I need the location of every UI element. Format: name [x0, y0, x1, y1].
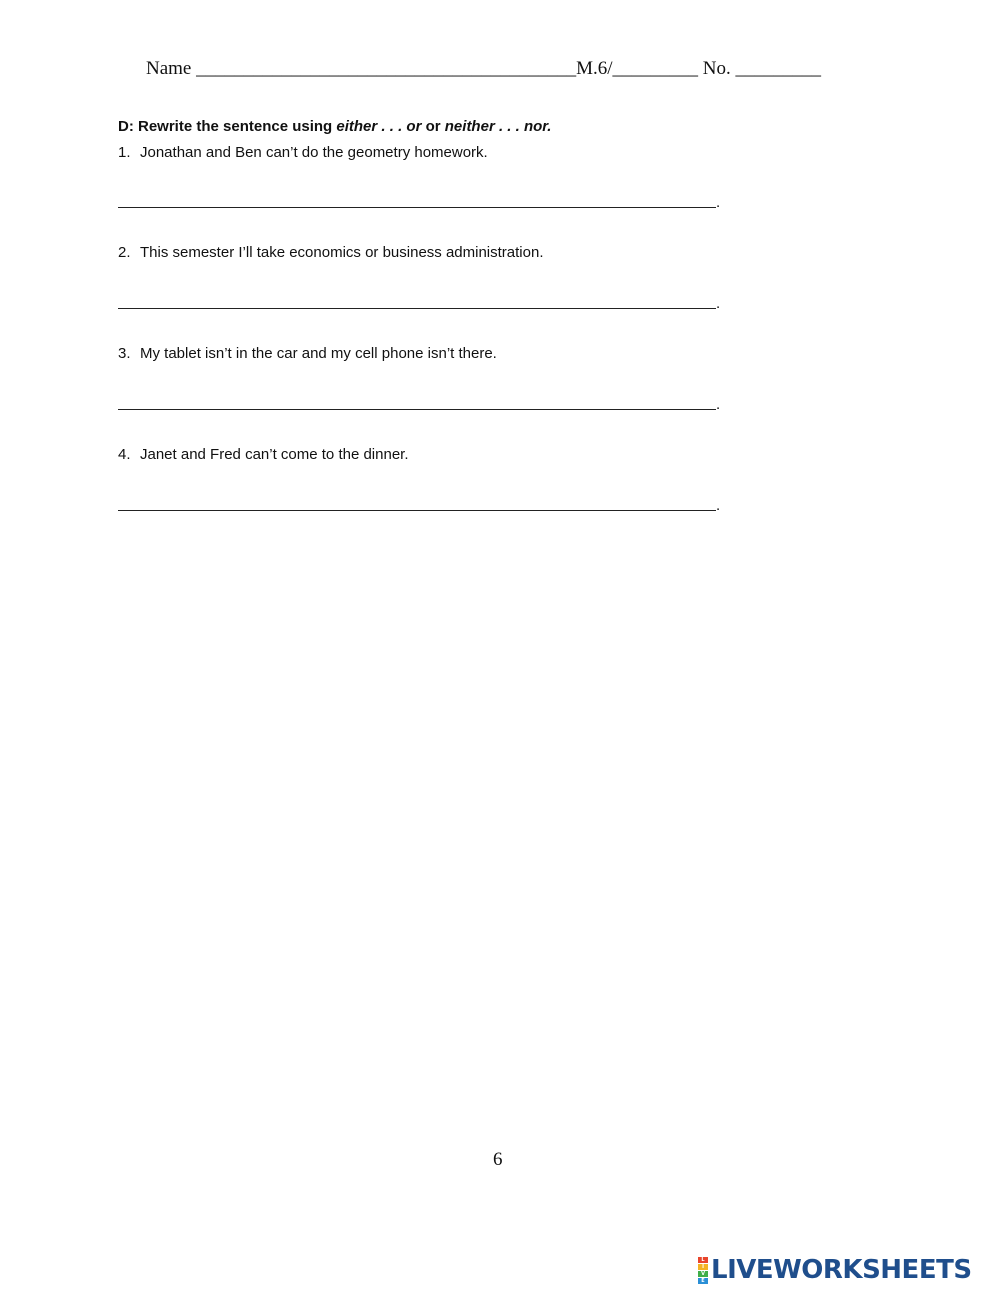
- question-number: 1.: [118, 144, 131, 161]
- section-instruction: [118, 118, 551, 135]
- answer-period-4: .: [716, 497, 721, 514]
- question-2: [118, 244, 544, 261]
- instruction-prefix: D: Rewrite the sentence using: [118, 118, 337, 135]
- answer-line-4[interactable]: [118, 510, 716, 511]
- instruction-either: either . . . or: [336, 118, 422, 135]
- question-number: 4.: [118, 446, 131, 463]
- liveworksheets-logo: [698, 1256, 972, 1284]
- question-1: [118, 144, 488, 161]
- logo-block-i: I: [698, 1264, 708, 1270]
- instruction-middle: or: [421, 118, 445, 135]
- question-4: [118, 446, 409, 463]
- page-number: 6: [493, 1149, 503, 1170]
- question-text: My tablet isn’t in the car and my cell phone isn’t there.: [140, 345, 497, 362]
- answer-period-3: .: [716, 396, 721, 413]
- instruction-neither: neither . . . nor.: [444, 118, 552, 135]
- question-3: [118, 345, 497, 362]
- question-number: 2.: [118, 244, 131, 261]
- student-info-line: Name ________________________________________M.6/_________ No. _________: [146, 58, 822, 79]
- answer-line-3[interactable]: [118, 409, 716, 410]
- logo-block-v: V: [698, 1271, 708, 1277]
- logo-block-l: L: [698, 1257, 708, 1263]
- question-text: Janet and Fred can’t come to the dinner.: [140, 446, 409, 463]
- answer-line-1[interactable]: [118, 207, 716, 208]
- question-text: Jonathan and Ben can’t do the geometry homework.: [140, 144, 488, 161]
- answer-period-2: .: [716, 295, 721, 312]
- logo-brand-text: LIVEWORKSHEETS: [711, 1255, 972, 1285]
- question-text: This semester I’ll take economics or business administration.: [140, 244, 544, 261]
- logo-blocks-icon: [698, 1257, 708, 1284]
- question-number: 3.: [118, 345, 131, 362]
- logo-block-e: E: [698, 1278, 708, 1284]
- answer-period-1: .: [716, 194, 721, 211]
- answer-line-2[interactable]: [118, 308, 716, 309]
